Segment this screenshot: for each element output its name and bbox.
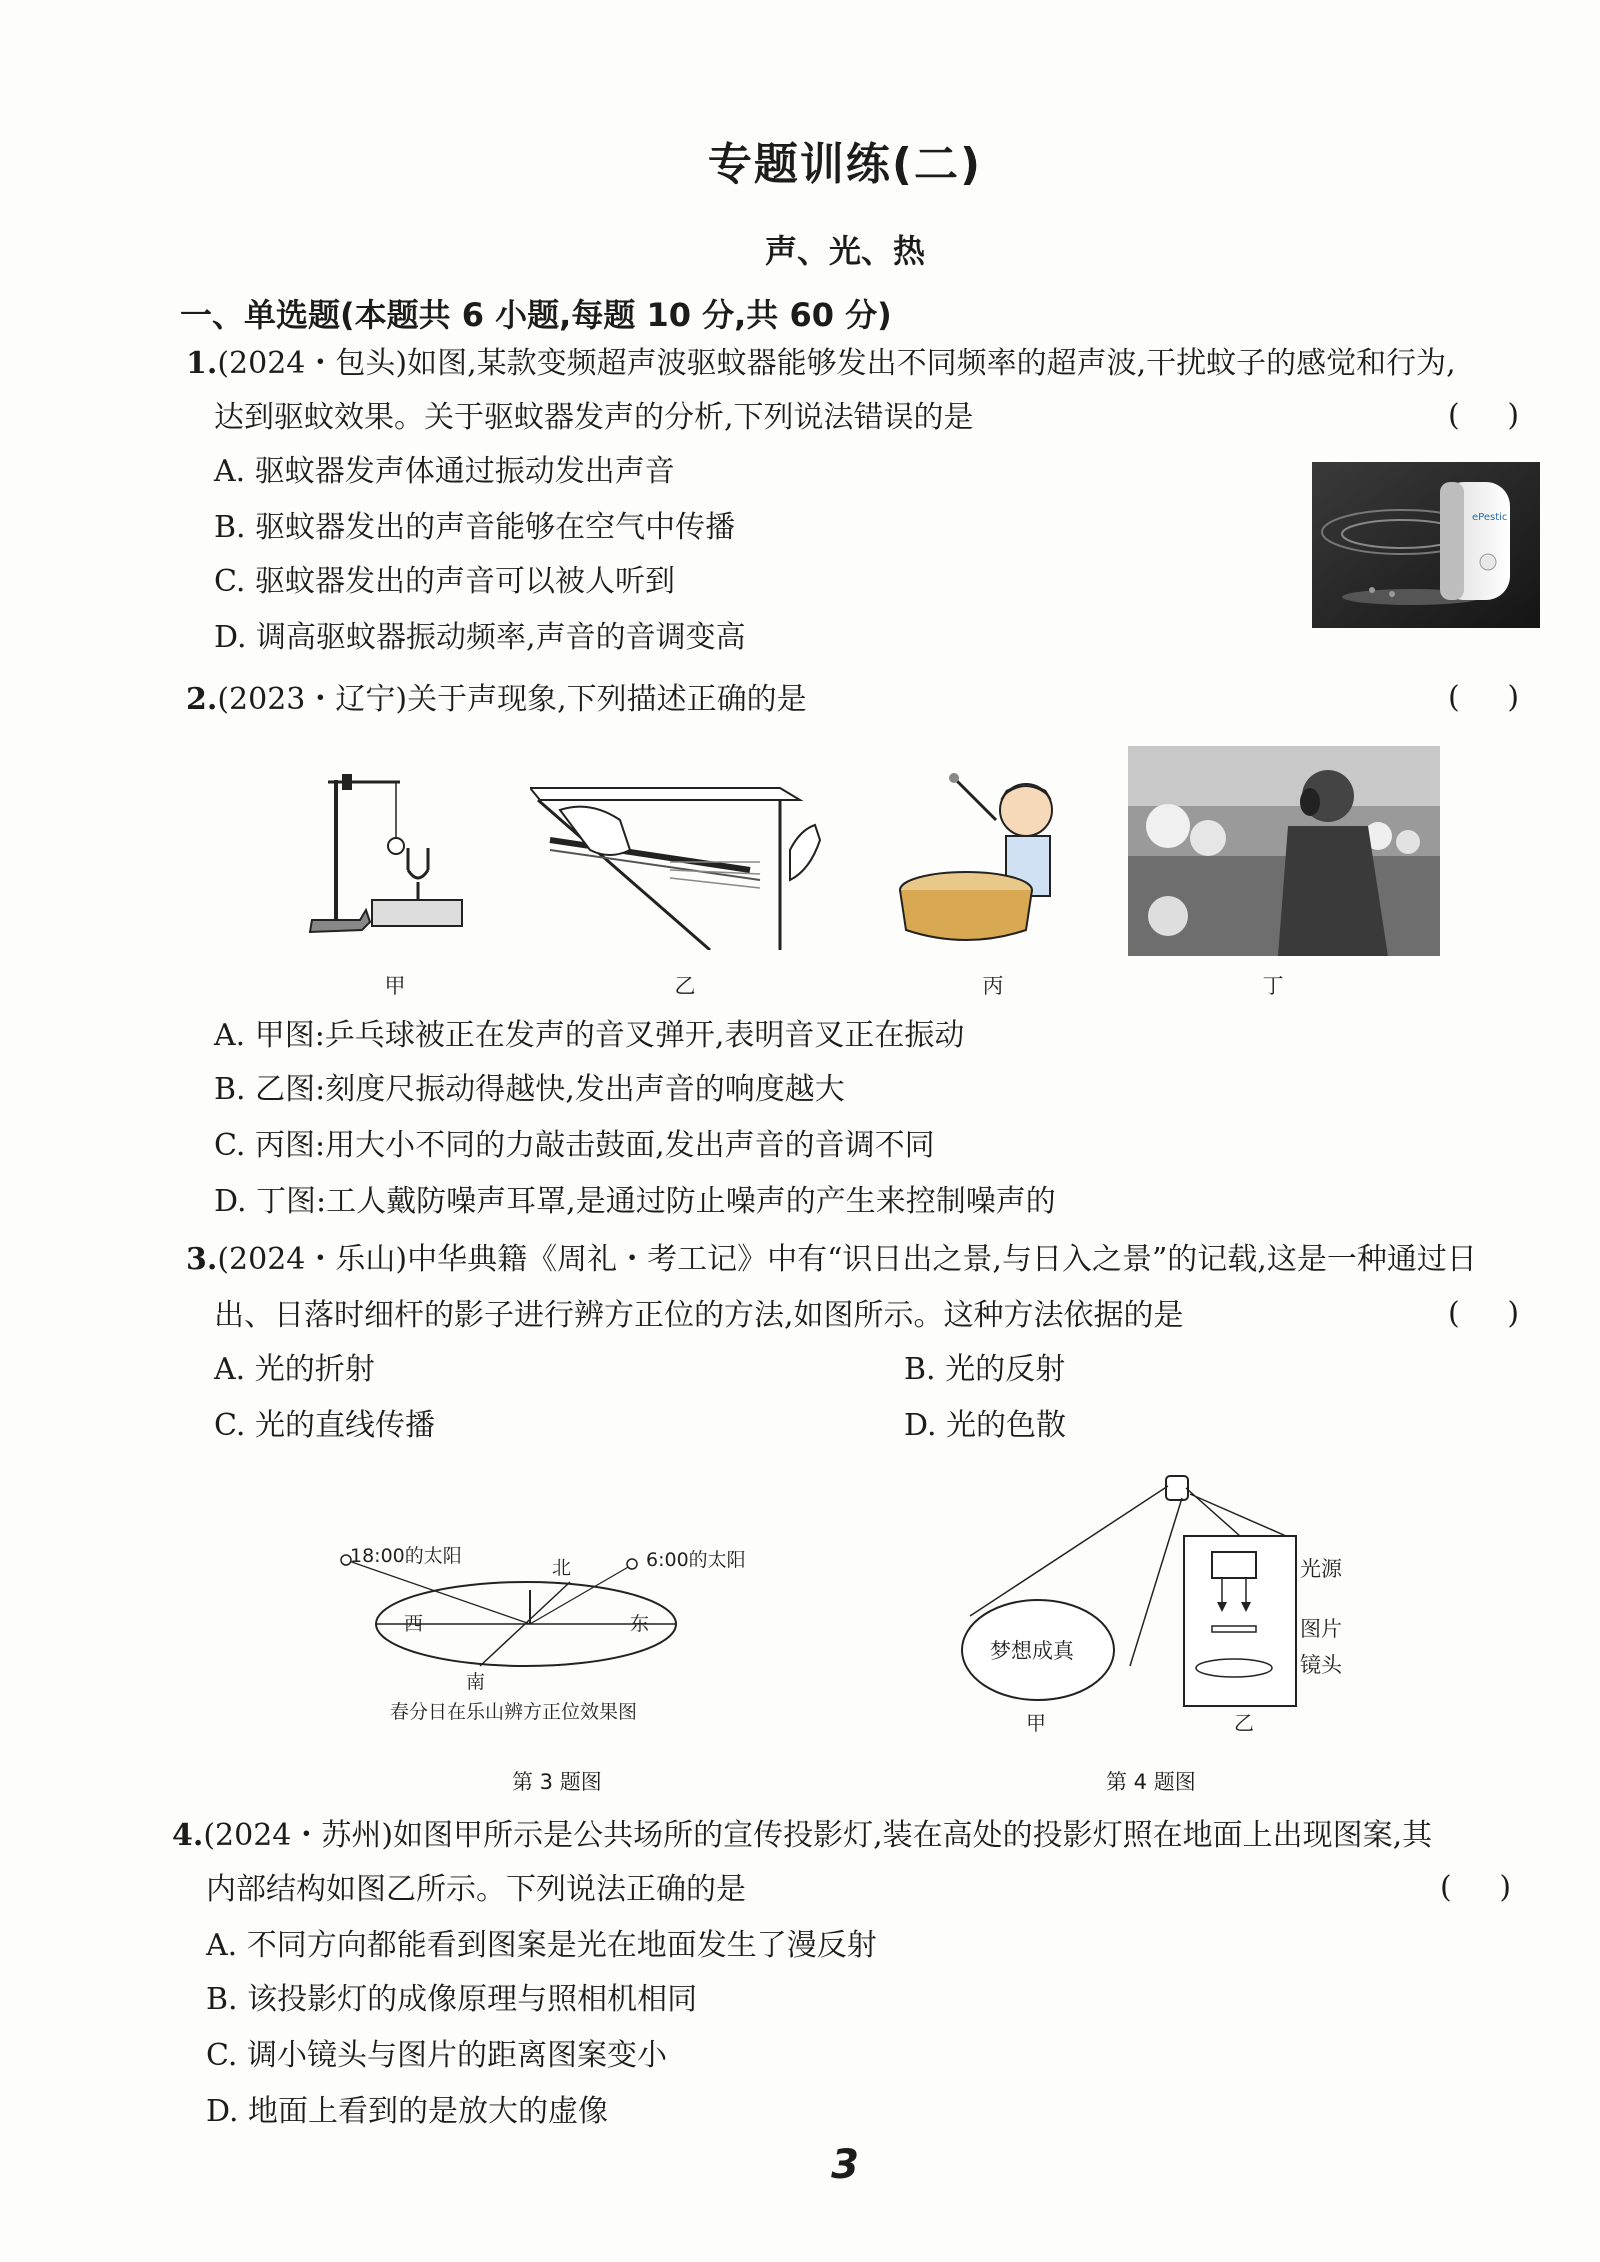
q4-number: 4. bbox=[172, 1818, 204, 1853]
q2-caption-bing: 丙 bbox=[982, 974, 1004, 998]
q2-option-a: A. 甲图:乒乓球被正在发声的音叉弹开,表明音叉正在振动 bbox=[214, 1018, 965, 1053]
figure-4-projector-diagram bbox=[950, 1466, 1370, 1736]
section-heading: 一、单选题(本题共 6 小题,每题 10 分,共 60 分) bbox=[180, 296, 892, 334]
q3-answer-paren: ( ) bbox=[1448, 1296, 1520, 1331]
q2-stem-line1 bbox=[186, 680, 807, 720]
q4-option-d: D. 地面上看到的是放大的虚像 bbox=[206, 2094, 609, 2129]
fig4-label-jia: 甲 bbox=[1026, 1711, 1046, 1735]
q3-stem-line1 bbox=[186, 1240, 1477, 1280]
fig4-light-source: 光源 bbox=[1300, 1557, 1342, 1581]
q1-text-1: (2024・包头)如图,某款变频超声波驱蚊器能够发出不同频率的超声波,干扰蚊子的感觉和行为, bbox=[217, 346, 1456, 381]
q2-figure-ding-factory-photo bbox=[1128, 746, 1440, 956]
q1-option-b: B. 驱蚊器发出的声音能够在空气中传播 bbox=[214, 510, 736, 545]
q4-option-c: C. 调小镜头与图片的距离图案变小 bbox=[206, 2038, 667, 2073]
q2-caption-jia: 甲 bbox=[384, 974, 406, 998]
fig4-picture: 图片 bbox=[1300, 1617, 1342, 1641]
fig3-sun-morning: 6:00的太阳 bbox=[646, 1549, 746, 1571]
q1-option-c: C. 驱蚊器发出的声音可以被人听到 bbox=[214, 564, 675, 599]
q1-photo-mosquito-repeller bbox=[1312, 462, 1540, 628]
fig3-west: 西 bbox=[404, 1613, 424, 1635]
q4-stem-line2: 内部结构如图乙所示。下列说法正确的是 bbox=[206, 1872, 746, 1907]
figure-3-direction-diagram bbox=[340, 1530, 780, 1730]
fig3-north: 北 bbox=[552, 1557, 572, 1579]
q2-figure-bing-drum bbox=[896, 760, 1076, 950]
q3-number: 3. bbox=[186, 1242, 218, 1277]
fig3-description: 春分日在乐山辨方正位效果图 bbox=[390, 1701, 638, 1723]
page-number: 3 bbox=[831, 2142, 859, 2188]
q3-stem-line2: 出、日落时细杆的影子进行辨方正位的方法,如图所示。这种方法依据的是 bbox=[214, 1298, 1184, 1333]
q1-option-d: D. 调高驱蚊器振动频率,声音的音调变高 bbox=[214, 620, 746, 655]
q3-option-c: C. 光的直线传播 bbox=[214, 1408, 435, 1443]
q4-stem-line1 bbox=[172, 1816, 1432, 1856]
q2-text-1: (2023・辽宁)关于声现象,下列描述正确的是 bbox=[217, 682, 807, 717]
q1-option-a: A. 驱蚊器发声体通过振动发出声音 bbox=[214, 454, 675, 489]
q3-text-1: (2024・乐山)中华典籍《周礼・考工记》中有“识日出之景,与日入之景”的记载,这是一种通过日 bbox=[217, 1242, 1477, 1277]
fig3-caption: 第 3 题图 bbox=[512, 1770, 602, 1794]
q2-caption-ding: 丁 bbox=[1262, 974, 1284, 998]
q2-figure-jia-tuning-fork bbox=[300, 760, 480, 940]
q2-caption-yi: 乙 bbox=[674, 974, 696, 998]
q3-option-a: A. 光的折射 bbox=[214, 1352, 375, 1387]
q4-option-b: B. 该投影灯的成像原理与照相机相同 bbox=[206, 1982, 698, 2017]
fig4-label-yi: 乙 bbox=[1234, 1711, 1254, 1735]
q2-number: 2. bbox=[186, 682, 218, 717]
q4-text-1: (2024・苏州)如图甲所示是公共场所的宣传投影灯,装在高处的投影灯照在地面上出现图案,其 bbox=[203, 1818, 1433, 1853]
q3-option-d: D. 光的色散 bbox=[904, 1408, 1067, 1443]
q3-option-b: B. 光的反射 bbox=[904, 1352, 1066, 1387]
q1-number: 1. bbox=[186, 346, 218, 381]
page-subtitle: 声、光、热 bbox=[764, 232, 925, 270]
q2-option-b: B. 乙图:刻度尺振动得越快,发出声音的响度越大 bbox=[214, 1072, 845, 1107]
fig4-caption: 第 4 题图 bbox=[1106, 1770, 1196, 1794]
q2-answer-paren: ( ) bbox=[1448, 680, 1520, 715]
q1-stem-line1 bbox=[186, 344, 1456, 384]
fig3-south: 南 bbox=[466, 1671, 486, 1693]
page-title: 专题训练(二) bbox=[707, 139, 983, 190]
q2-option-d: D. 丁图:工人戴防噪声耳罩,是通过防止噪声的产生来控制噪声的 bbox=[214, 1184, 1056, 1219]
q1-device-brand: ePestic bbox=[1472, 512, 1508, 523]
q1-stem-line2: 达到驱蚊效果。关于驱蚊器发声的分析,下列说法错误的是 bbox=[214, 400, 974, 435]
q1-answer-paren: ( ) bbox=[1448, 398, 1520, 433]
q4-answer-paren: ( ) bbox=[1440, 1870, 1512, 1905]
fig4-pattern-text: 梦想成真 bbox=[990, 1639, 1074, 1663]
fig3-east: 东 bbox=[630, 1613, 650, 1635]
fig3-sun-evening: 18:00的太阳 bbox=[350, 1545, 462, 1567]
fig4-lens: 镜头 bbox=[1300, 1653, 1342, 1677]
q2-figure-yi-ruler bbox=[530, 770, 830, 950]
q2-option-c: C. 丙图:用大小不同的力敲击鼓面,发出声音的音调不同 bbox=[214, 1128, 935, 1163]
q4-option-a: A. 不同方向都能看到图案是光在地面发生了漫反射 bbox=[206, 1928, 877, 1963]
